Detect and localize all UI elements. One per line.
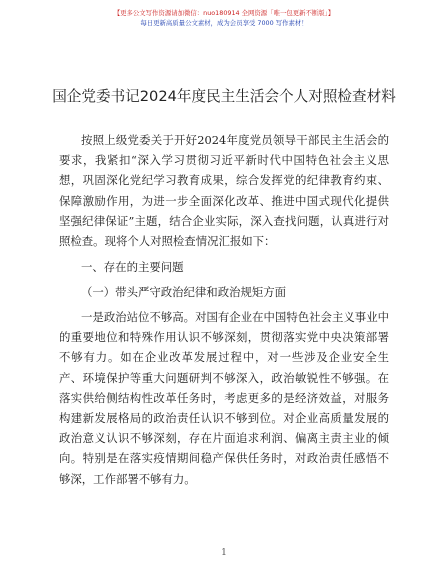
intro-paragraph: 按照上级党委关于开好2024年度党员领导干部民主生活会的要求，我紧扣“深入学习贯彻习近平新时代中国特色社会主义思想，巩固深化党纪学习教育成果，综合发挥党的纪律教育约束、保障激励作用，为进一步全面深化改革、推进中国式现代化提供坚强纪律保证”主题，结合企业实际，深入查找问题，认真进行对照检查。现将个人对照检查情况汇报如下： <box>59 133 389 249</box>
promo-banner-line-1: 【更多公文写作资源请加微信：nuo180914 全网资源「唯一包更新不断版」】 <box>113 9 335 17</box>
section-heading: 一、存在的主要问题 <box>81 260 184 274</box>
promo-banner <box>0 8 448 28</box>
page-number: 1 <box>221 548 227 558</box>
promo-banner-line-2: 每日更新高质量公文素材，成为会员享受 7000 写作素材！ <box>140 19 308 27</box>
document-title: 国企党委书记2024年度民主生活会个人对照检查材料 <box>52 88 396 105</box>
body-paragraph: 一是政治站位不够高。对国有企业在中国特色社会主义事业中的重要地位和特殊作用认识不够深刻，贯彻落实党中央决策部署不够有力。如在企业改革发展过程中，对一些涉及企业安全生产、环境保护等重大问题研判不够深入，政治敏锐性不够强。在落实供给侧结构性改革任务时，考虑更多的是经济效益，对服务构建新发展格局的政治责任认识不够到位。对企业高质量发展的政治意义认识不够深刻，存在片面追求利润、偏离主责主业的倾向。特别是在落实疫情期间稳产保供任务时，对政治责任感悟不够深，工作部署不够有力。 <box>59 310 389 486</box>
subsection-heading: （一）带头严守政治纪律和政治规矩方面 <box>81 285 287 299</box>
